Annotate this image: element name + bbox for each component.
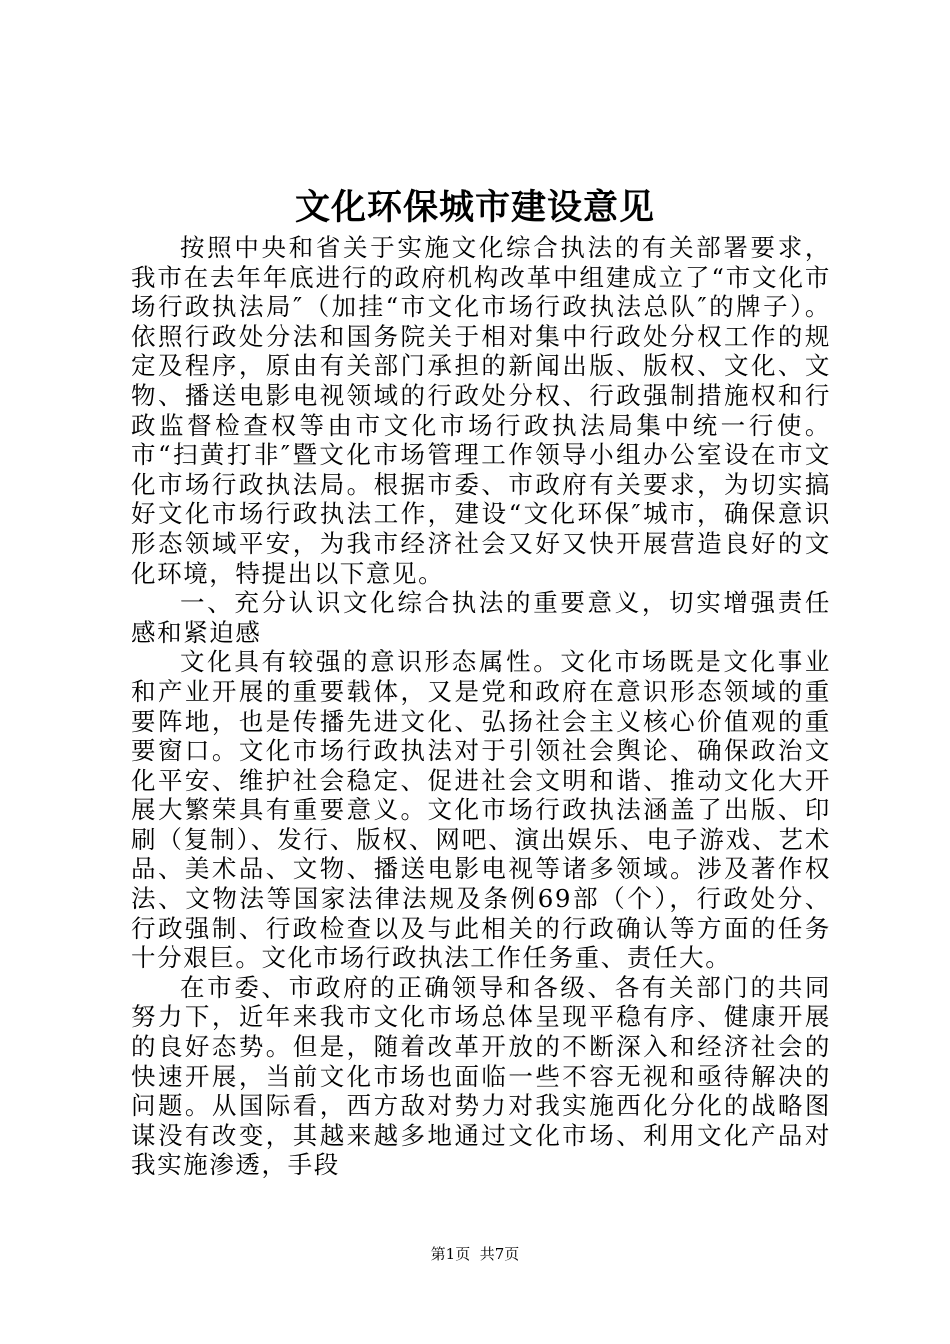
page-footer <box>0 1244 950 1264</box>
paragraph-intro: 按照中央和省关于实施文化综合执法的有关部署要求，我市在去年年底进行的政府机构改革中组建成立了“市文化市场行政执法局″（加挂“市文化市场行政执法总队″的牌子）。依照行政处分法和国务院关于相对集中行政处分权工作的规定及程序，原由有关部门承担的新闻出版、版权、文化、文物、播送电影电视领域的行政处分权、行政强制措施权和行政监督检查权等由市文化市场行政执法局集中统一行使。市“扫黄打非″暨文化市场管理工作领导小组办公室设在市文化市场行政执法局。根据市委、市政府有关要求，为切实搞好文化市场行政执法工作，建设“文化环保″城市，确保意识形态领域平安，为我市经济社会又好又快开展营造良好的文化环境，特提出以下意见。 <box>131 233 831 588</box>
page-number: 第1页 <box>430 1245 471 1263</box>
paragraph-current-situation: 在市委、市政府的正确领导和各级、各有关部门的共同努力下，近年来我市文化市场总体呈现平稳有序、健康开展的良好态势。但是，随着改革开放的不断深入和经济社会的快速开展，当前文化市场也面临一些不容无视和亟待解决的问题。从国际看，西方敌对势力对我实施西化分化的战略图谋没有改变，其越来越多地通过文化市场、利用文化产品对我实施渗透，手段 <box>131 972 831 1180</box>
section-heading-1: 一、充分认识文化综合执法的重要意义，切实增强责任感和紧迫感 <box>131 588 831 647</box>
document-title: 文化环保城市建设意见 <box>294 187 655 228</box>
paragraph-significance: 文化具有较强的意识形态属性。文化市场既是文化事业和产业开展的重要载体，又是党和政府在意识形态领域的重要阵地，也是传播先进文化、弘扬社会主义核心价值观的重要窗口。文化市场行政执法对于引领社会舆论、确保政治文化平安、维护社会稳定、促进社会文明和谐、推动文化大开展大繁荣具有重要意义。文化市场行政执法涵盖了出版、印刷（复制）、发行、版权、网吧、演出娱乐、电子游戏、艺术品、美术品、文物、播送电影电视等诸多领域。涉及著作权法、文物法等国家法律法规及条例69部（个），行政处分、行政强制、行政检查以及与此相关的行政确认等方面的任务十分艰巨。文化市场行政执法工作任务重、责任大。 <box>131 647 831 973</box>
page-total: 共7页 <box>479 1245 520 1263</box>
document-body <box>131 233 831 1180</box>
